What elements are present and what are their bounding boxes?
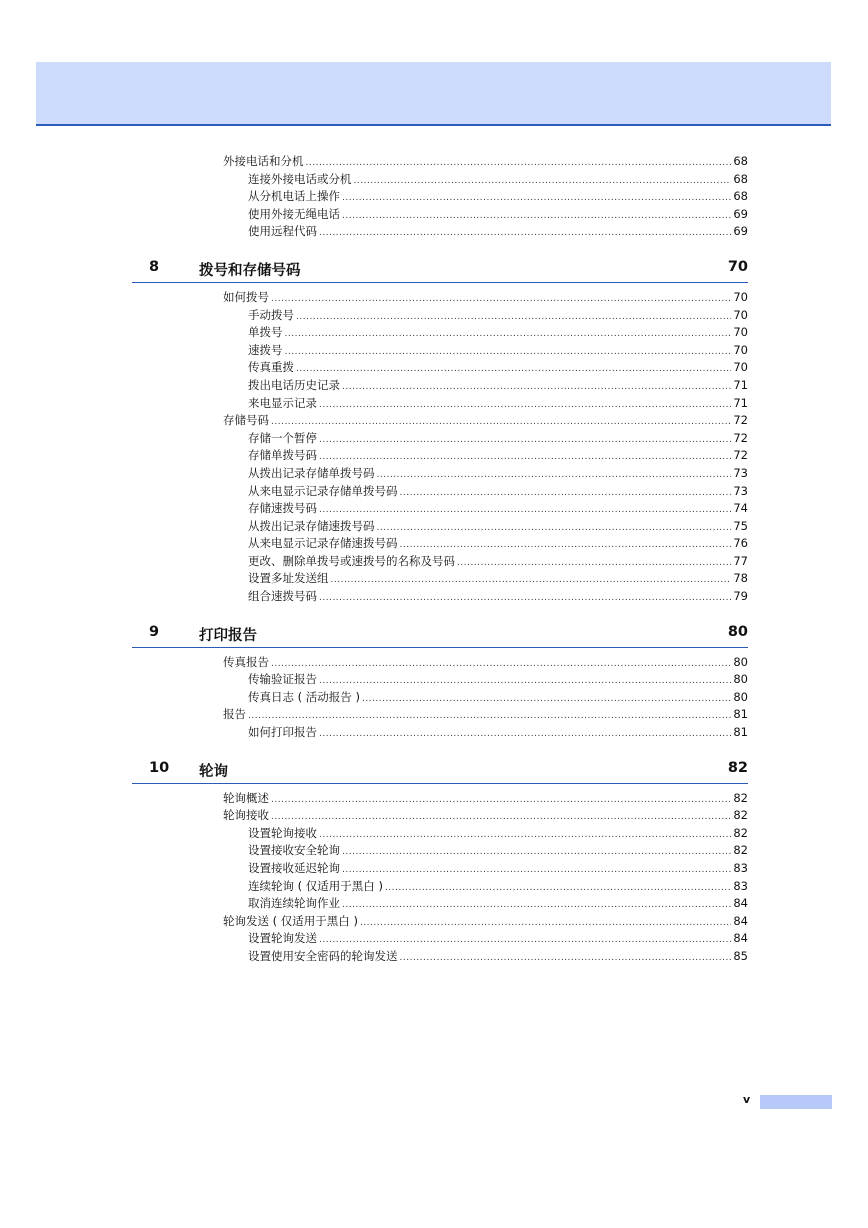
entry-page: 82 [733,825,748,840]
toc-subentry[interactable] [248,500,748,518]
entry-label: 更改、删除单拨号或速拨号的名称及号码 [248,553,455,568]
entry-label: 如何打印报告 [248,725,317,740]
chapter-page: 70 [727,258,748,275]
entry-label: 从来电显示记录存储速拨号码 [248,536,398,551]
entry-label: 设置轮询发送 [248,931,317,946]
entry-label: 从分机电话上操作 [248,189,340,204]
chapter-heading[interactable] [132,253,748,283]
entry-page: 77 [733,553,748,568]
entry-label: 手动拨号 [248,307,294,322]
toc-subentry[interactable] [248,671,748,689]
entry-page: 68 [733,189,748,204]
toc-subentry[interactable] [248,553,748,571]
toc-subentry[interactable] [248,206,748,224]
entry-label: 存储速拨号码 [248,501,317,516]
entry-label: 报告 [223,707,246,722]
toc-subentry[interactable] [248,930,748,948]
toc-subentry[interactable] [248,223,748,241]
entry-label: 拨出电话历史记录 [248,377,340,392]
toc-entry[interactable] [223,706,748,724]
entry-page: 84 [733,913,748,928]
entry-label: 设置接收延迟轮询 [248,861,340,875]
entry-label: 来电显示记录 [248,395,317,410]
toc-subentry[interactable] [248,483,748,501]
entry-page: 70 [733,307,748,322]
entry-label: 设置使用安全密码的轮询发送 [248,948,398,963]
toc-subentry[interactable] [248,825,748,843]
entry-page: 68 [733,171,748,186]
toc-entry[interactable] [223,913,748,931]
dot-leader [319,225,731,243]
entry-label: 设置轮询接收 [248,825,317,840]
entry-page: 72 [733,448,748,463]
chapter-title: 拨号和存储号码 [199,262,301,279]
entry-page: 73 [733,465,748,480]
entry-label: 轮询发送 ( 仅适用于黑白 ) [223,913,358,928]
dot-leader [319,726,731,744]
chapter-heading[interactable] [132,618,748,648]
entry-page: 70 [733,360,748,375]
toc-subentry[interactable] [248,430,748,448]
entry-page: 71 [733,377,748,392]
entry-page: 75 [733,518,748,533]
entry-label: 设置接收安全轮询 [248,843,340,858]
toc-subentry[interactable] [248,359,748,377]
entry-label: 设置多址发送组 [248,571,329,586]
entry-page: 68 [733,154,748,168]
chapter-number: 10 [149,759,170,776]
entry-page: 76 [733,536,748,551]
toc-subentry[interactable] [248,588,748,606]
entry-page: 83 [733,878,748,893]
entry-page: 83 [733,861,748,875]
dot-leader [319,590,731,608]
chapter-page: 80 [727,623,748,640]
chapter-number: 8 [149,258,160,275]
entry-page: 79 [733,589,748,604]
entry-page: 81 [733,725,748,740]
entry-label: 组合速拨号码 [248,589,317,604]
entry-label: 传真报告 [223,654,269,669]
entry-page: 70 [733,342,748,357]
chapter-number: 9 [149,623,160,640]
toc-subentry[interactable] [248,395,748,413]
entry-label: 从拨出记录存储单拨号码 [248,465,375,480]
toc-entry[interactable] [223,790,748,808]
toc-entry[interactable] [223,654,748,672]
entry-page: 80 [733,654,748,669]
entry-label: 轮询接收 [223,808,269,823]
chapter-title: 打印报告 [199,627,257,644]
entry-page: 74 [733,501,748,516]
entry-label: 使用外接无绳电话 [248,206,340,221]
toc-subentry[interactable] [248,724,748,742]
entry-label: 传真日志 ( 活动报告 ) [248,689,360,704]
toc-subentry[interactable] [248,447,748,465]
toc-subentry[interactable] [248,465,748,483]
toc-subentry[interactable] [248,842,748,860]
entry-label: 从拨出记录存储速拨号码 [248,518,375,533]
chapter-page: 82 [727,759,748,776]
toc-subentry[interactable] [248,171,748,189]
entry-page: 81 [733,707,748,722]
entry-label: 传输验证报告 [248,672,317,687]
entry-label: 外接电话和分机 [223,154,304,168]
toc-subentry[interactable] [248,895,748,913]
entry-page: 72 [733,413,748,428]
entry-page: 72 [733,430,748,445]
toc-subentry[interactable] [248,878,748,896]
toc-subentry[interactable] [248,570,748,588]
toc-subentry[interactable] [248,535,748,553]
entry-label: 如何拨号 [223,289,269,304]
dot-leader [400,950,732,968]
toc-subentry[interactable] [248,324,748,342]
chapter-title: 轮询 [199,763,228,780]
entry-page: 71 [733,395,748,410]
entry-page: 69 [733,224,748,239]
entry-page: 84 [733,931,748,946]
toc-subentry[interactable] [248,689,748,707]
entry-label: 从来电显示记录存储单拨号码 [248,483,398,498]
entry-page: 82 [733,790,748,805]
entry-label: 存储号码 [223,413,269,428]
entry-label: 连续轮询 ( 仅适用于黑白 ) [248,878,383,893]
chapter-heading[interactable] [132,754,748,784]
toc-subentry[interactable] [248,518,748,536]
toc-subentry[interactable] [248,860,748,878]
entry-label: 单拨号 [248,325,283,340]
entry-label: 传真重拨 [248,360,294,375]
entry-page: 73 [733,483,748,498]
header-band [36,62,831,126]
entry-label: 取消连续轮询作业 [248,896,340,911]
entry-page: 70 [733,325,748,340]
toc-subentry[interactable] [248,948,748,966]
toc-entry[interactable] [223,289,748,307]
toc-subentry[interactable] [248,377,748,395]
entry-label: 速拨号 [248,342,283,357]
toc-entry[interactable] [223,807,748,825]
entry-label: 使用远程代码 [248,224,317,239]
entry-page: 70 [733,289,748,304]
entry-label: 存储一个暂停 [248,430,317,445]
toc-entry[interactable] [223,412,748,430]
toc-subentry[interactable] [248,188,748,206]
toc-subentry[interactable] [248,342,748,360]
entry-label: 连接外接电话或分机 [248,171,352,186]
toc-subentry[interactable] [248,307,748,325]
entry-page: 78 [733,571,748,586]
entry-label: 存储单拨号码 [248,448,317,463]
page-number: v [743,1093,751,1106]
entry-label: 轮询概述 [223,790,269,805]
entry-page: 84 [733,896,748,911]
table-of-contents [0,153,868,966]
entry-page: 85 [733,948,748,963]
entry-page: 69 [733,206,748,221]
entry-page: 82 [733,843,748,858]
footer-band [760,1095,832,1109]
entry-page: 80 [733,672,748,687]
entry-page: 80 [733,689,748,704]
entry-page: 82 [733,808,748,823]
toc-entry[interactable] [223,153,748,171]
